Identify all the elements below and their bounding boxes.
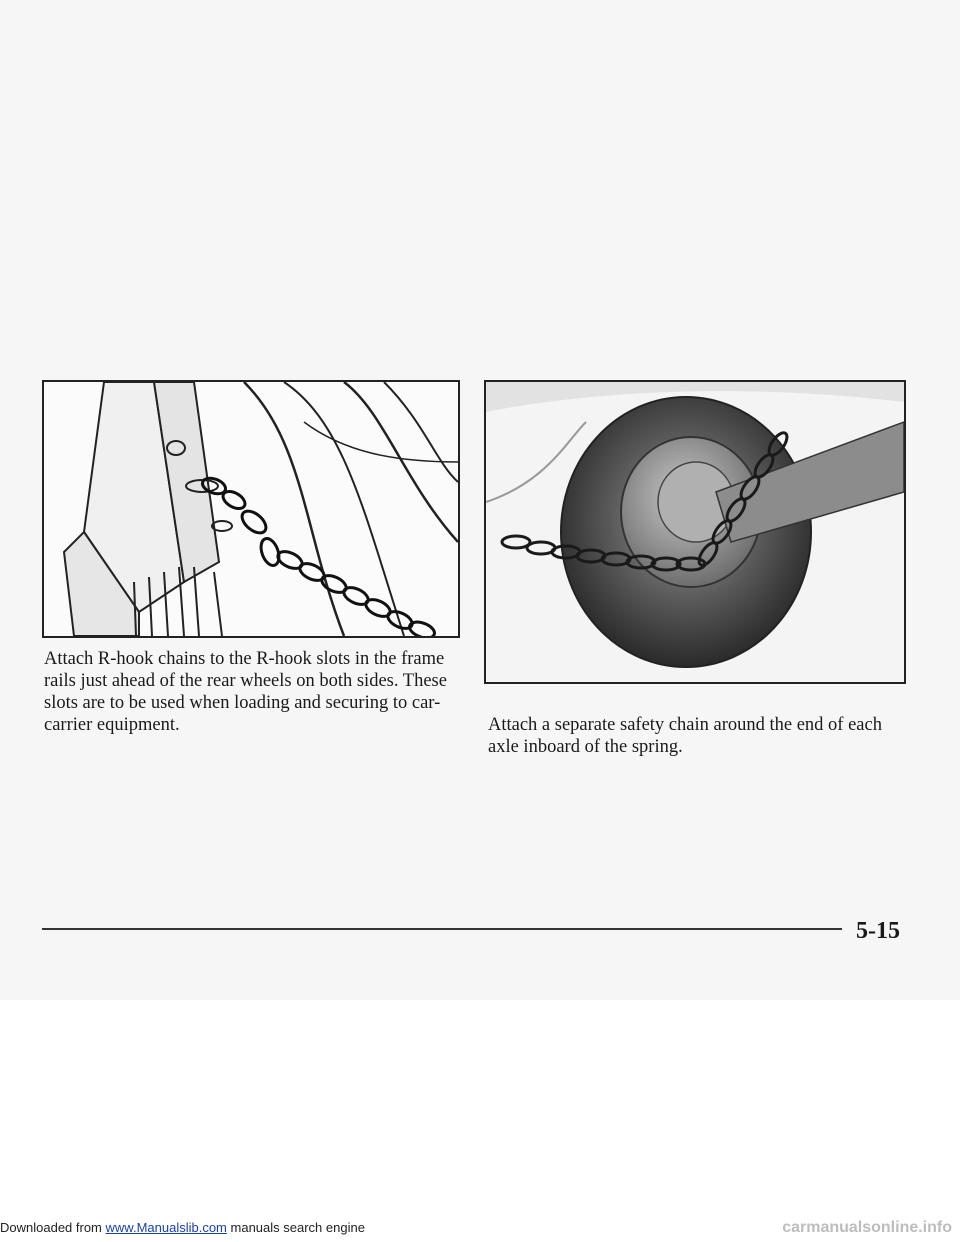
- r-hook-chain-drawing: [44, 382, 458, 636]
- r-hook-chain-illustration: [42, 380, 460, 638]
- page-number: 5-15: [856, 918, 900, 944]
- download-banner-prefix: Downloaded from: [0, 1220, 102, 1235]
- manualslib-link[interactable]: www.Manualslib.com: [105, 1220, 227, 1235]
- safety-chain-drawing: [486, 382, 904, 682]
- download-banner: [0, 1218, 365, 1238]
- footer-rule: [42, 928, 842, 930]
- safety-chain-caption: Attach a separate safety chain around the end of each axle inboard of the spring.: [488, 715, 882, 757]
- download-banner-suffix: manuals search engine: [230, 1220, 365, 1235]
- safety-chain-illustration: [484, 380, 906, 684]
- r-hook-caption: Attach R-hook chains to the R-hook slots in the frame rails just ahead of the rear wheels on both sides. These slots are to be used when loading and securing to car-carrier equipment.: [44, 649, 447, 735]
- watermark: carmanualsonline.info: [782, 1219, 952, 1236]
